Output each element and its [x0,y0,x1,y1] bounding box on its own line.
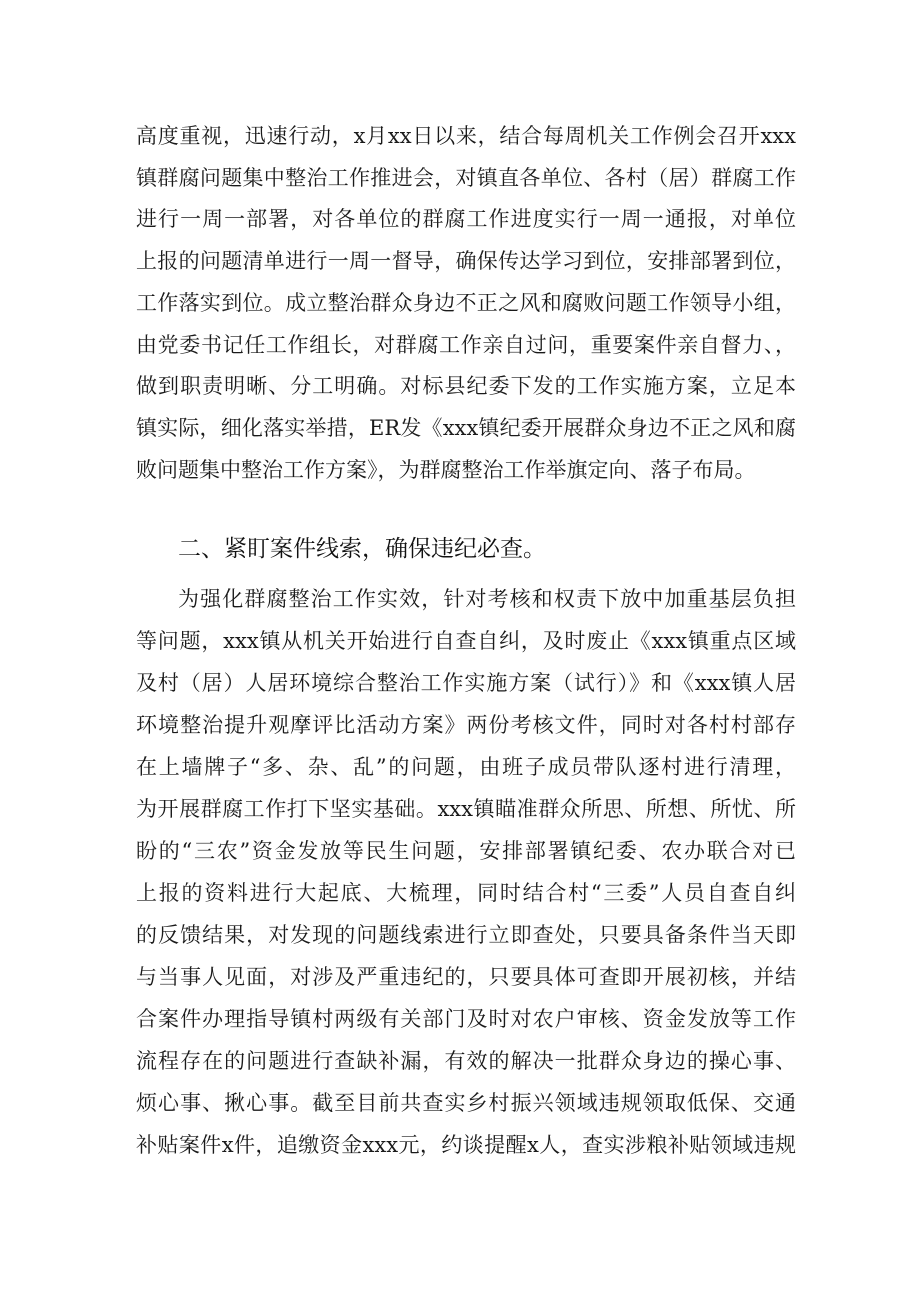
paragraph1-line-2: 镇群腐问题集中整治工作推进会，对镇直各单位、各村（居）群腐工作 [136,166,796,190]
paragraph1-line-7: 做到职责明晰、分工明确。对标县纪委下发的工作实施方案，立足本 [136,374,796,398]
paragraph2-line-3: 及村（居）人居环境综合整治工作实施方案（试行）》和《xxx镇人居 [136,671,796,695]
paragraph2-line-14: 补贴案件x件，追缴资金xxx元，约谈提醒x人，查实涉粮补贴领域违规 [136,1133,796,1157]
paragraph1-line-1: 高度重视，迅速行动，x月xx日以来，结合每周机关工作例会召开xxx [136,124,796,148]
paragraph1-line-9: 败问题集中整治工作方案》，为群腐整治工作举旗定向、落子布局。 [136,458,756,482]
paragraph1-line-3: 进行一周一部署，对各单位的群腐工作进度实行一周一通报，对单位 [136,207,796,231]
paragraph2-line-7: 盼的“三农”资金发放等民生问题，安排部署镇纪委、农办联合对已 [136,839,796,863]
paragraph2-line-8: 上报的资料进行大起底、大梳理，同时结合村“三委”人员自查自纠 [136,881,796,905]
paragraph2-line-11: 合案件办理指导镇村两级有关部门及时对农户审核、资金发放等工作 [136,1007,796,1031]
paragraph1-line-6: 由党委书记任工作组长，对群腐工作亲自过问，重要案件亲自督力、， [136,333,796,357]
paragraph2-line-9: 的反馈结果，对发现的问题线索进行立即查处，只要具备条件当天即 [136,923,796,947]
paragraph2-line-1: 为强化群腐整治工作实效，针对考核和权责下放中加重基层负担 [178,587,796,611]
section-heading: 二、紧盯案件线索，确保违纪必查。 [178,536,546,562]
paragraph2-line-4: 环境整治提升观摩评比活动方案》两份考核文件，同时对各村村部存 [136,713,796,737]
paragraph2-line-12: 流程存在的问题进行查缺补漏，有效的解决一批群众身边的操心事、 [136,1049,796,1073]
paragraph2-line-10: 与当事人见面，对涉及严重违纪的，只要具体可查即开展初核，并结 [136,965,796,989]
paragraph1-line-8: 镇实际，细化落实举措，ER发《xxx镇纪委开展群众身边不正之风和腐 [136,416,796,440]
paragraph2-line-2: 等问题，xxx镇从机关开始进行自查自纠，及时废止《xxx镇重点区域 [136,629,796,653]
paragraph1-line-5: 工作落实到位。成立整治群众身边不正之风和腐败问题工作领导小组， [136,291,796,315]
paragraph1-line-4: 上报的问题清单进行一周一督导，确保传达学习到位，安排部署到位， [136,249,796,273]
paragraph2-line-6: 为开展群腐工作打下坚实基础。xxx镇瞄准群众所思、所想、所忧、所 [136,797,796,821]
paragraph2-line-5: 在上墙牌子“多、杂、乱”的问题，由班子成员带队逐村进行清理， [136,755,796,779]
paragraph2-line-13: 烦心事、揪心事。截至目前共查实乡村振兴领域违规领取低保、交通 [136,1091,796,1115]
